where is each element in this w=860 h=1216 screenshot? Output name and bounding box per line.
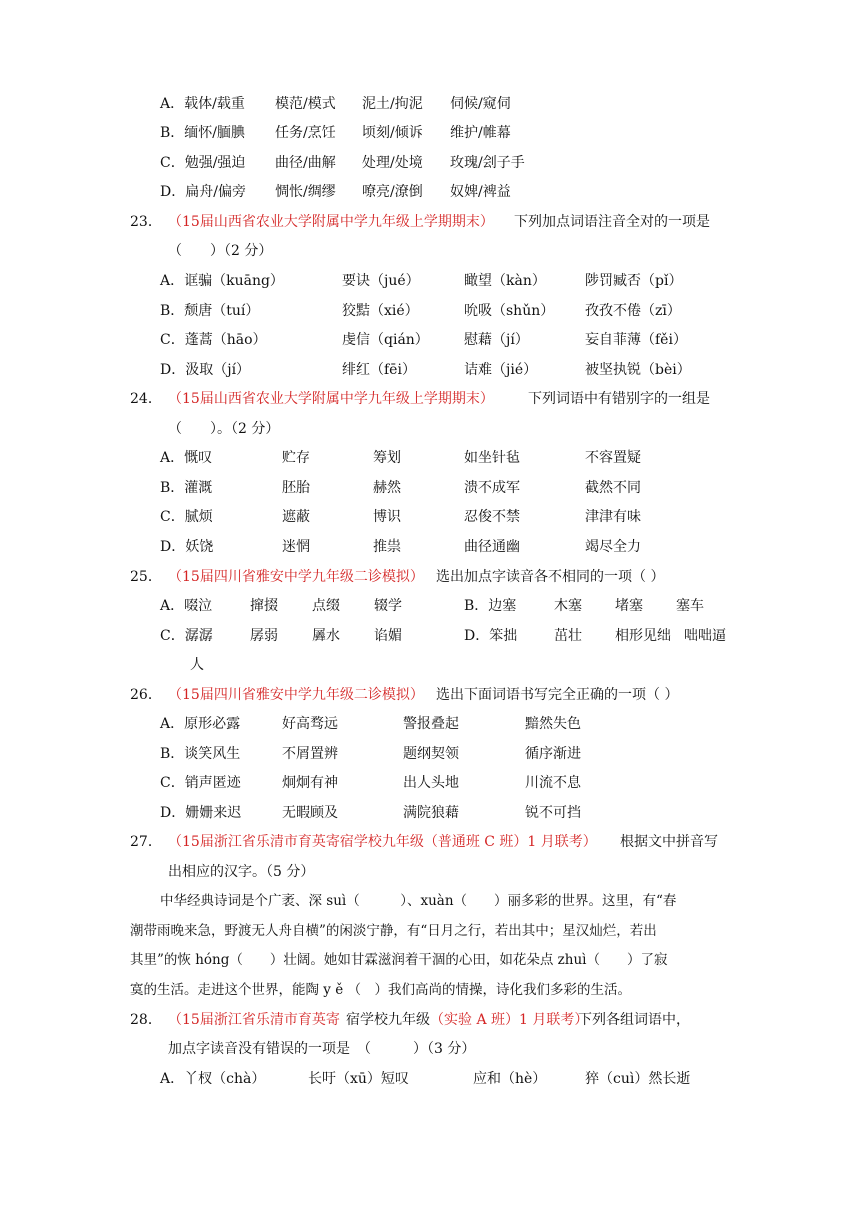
- text-line: 无暇顾及: [282, 805, 338, 821]
- text-line: 27．: [130, 834, 162, 850]
- text-line: 羼水: [312, 628, 340, 644]
- text-line: 孜孜不倦（zī）: [585, 303, 681, 319]
- text-line: A．慨叹: [160, 450, 213, 466]
- text-line: （15届浙江省乐清市育英寄: [168, 1012, 340, 1028]
- text-line: 不容置疑: [585, 450, 641, 466]
- text-line: 陟罚臧否（pǐ）: [585, 273, 683, 289]
- text-line: 维护/帷幕: [450, 125, 511, 141]
- text-line: 泥土/拘泥: [362, 96, 423, 112]
- text-line: 遮蔽: [282, 509, 310, 525]
- text-line: 24．: [130, 391, 162, 407]
- text-line: 竭尽全力: [585, 539, 641, 555]
- text-line: A．载体/载重: [160, 96, 245, 112]
- text-line: B．颓唐（tuí）: [160, 303, 260, 319]
- text-line: A．原形必露: [160, 716, 241, 732]
- text-line: 咄咄逼: [684, 628, 726, 644]
- text-line: （15届四川省雅安中学九年级二诊模拟）: [168, 687, 424, 703]
- text-line: 谄媚: [374, 628, 402, 644]
- text-line: 慰藉（jí）: [464, 332, 529, 348]
- text-line: 茁壮: [554, 628, 582, 644]
- text-line: 警报叠起: [403, 716, 459, 732]
- text-line: 绯红（fēi）: [342, 362, 416, 378]
- text-line: A．诓骗（kuāng）: [160, 273, 284, 289]
- text-line: 加点字读音没有错误的一项是 （ ）（3 分）: [168, 1041, 476, 1057]
- text-line: 截然不同: [585, 480, 641, 496]
- text-line: （15届山西省农业大学附属中学九年级上学期期末）: [168, 391, 494, 407]
- text-line: 选出下面词语书写完全正确的一项（ ）: [436, 687, 679, 703]
- text-line: 循序渐进: [525, 746, 581, 762]
- text-line: 题纲契领: [403, 746, 459, 762]
- text-line: 寞的生活。走进这个世界，能陶 y ě （ ）我们高尚的情操，诗化我们多彩的生活。: [130, 982, 631, 998]
- text-line: 撺掇: [250, 598, 278, 614]
- text-line: 应和（hè）: [473, 1071, 547, 1087]
- text-line: D．姗姗来迟: [160, 805, 242, 821]
- text-line: 黯然失色: [525, 716, 581, 732]
- text-line: 吮吸（shǔn）: [464, 303, 555, 319]
- text-line: C．腻烦: [160, 509, 213, 525]
- text-line: 川流不息: [525, 775, 581, 791]
- text-line: D．笨拙: [464, 628, 518, 644]
- text-line: 相形见绌: [615, 628, 671, 644]
- text-line: 猝（cuì）然长逝: [585, 1071, 691, 1087]
- text-line: 出人头地: [403, 775, 459, 791]
- text-line: 其里”的恢 hóng（ ）壮阔。她如甘霖滋润着干涸的心田，如花朵点 zhuì（ ）了寂: [130, 952, 668, 968]
- text-line: 下列加点词语注音全对的一项是: [514, 214, 710, 230]
- text-line: 出相应的汉字。（5 分）: [168, 864, 315, 880]
- text-line: 好高骛远: [282, 716, 338, 732]
- text-line: C．潺潺: [160, 628, 213, 644]
- text-line: 顷刻/倾诉: [362, 125, 423, 141]
- text-line: 伺候/窥伺: [450, 96, 511, 112]
- text-line: D．扁舟/偏旁: [160, 184, 246, 200]
- text-line: 木塞: [554, 598, 582, 614]
- text-line: 贮存: [282, 450, 310, 466]
- text-line: 曲径/曲解: [275, 155, 336, 171]
- text-line: 推祟: [373, 539, 401, 555]
- text-line: （15届山西省农业大学附属中学九年级上学期期末）: [168, 214, 494, 230]
- text-line: 曲径通幽: [464, 539, 520, 555]
- text-line: 中华经典诗词是个广袤、深 suì（ ）、xuàn（ ）丽多彩的世界。这里，有“春: [160, 893, 677, 909]
- text-line: 宿学校九年级: [346, 1012, 430, 1028]
- text-line: 塞车: [676, 598, 704, 614]
- text-line: 迷惘: [282, 539, 310, 555]
- text-line: 筹划: [373, 450, 401, 466]
- text-line: C．销声匿迹: [160, 775, 241, 791]
- text-line: B．边塞: [464, 598, 517, 614]
- text-line: 点缀: [312, 598, 340, 614]
- text-line: 如坐针毡: [464, 450, 520, 466]
- text-line: 虔信（qián）: [342, 332, 429, 348]
- text-line: （实验 A 班）1 月联考）: [430, 1012, 589, 1028]
- text-line: 赫然: [373, 480, 401, 496]
- text-line: 满院狼藉: [403, 805, 459, 821]
- text-line: D．妖饶: [160, 539, 214, 555]
- text-line: 孱弱: [250, 628, 278, 644]
- text-line: B．缅怀/腼腆: [160, 125, 246, 141]
- text-line: 忍俊不禁: [464, 509, 520, 525]
- text-line: 津津有味: [585, 509, 641, 525]
- text-line: 下列词语中有错别字的一组是: [528, 391, 710, 407]
- text-line: 奴婢/裨益: [450, 184, 511, 200]
- text-line: B．谈笑风生: [160, 746, 241, 762]
- text-line: 嘹亮/潦倒: [362, 184, 423, 200]
- text-line: 长吁（xū）短叹: [308, 1071, 409, 1087]
- text-line: 人: [190, 657, 204, 673]
- text-line: 模范/模式: [275, 96, 336, 112]
- text-line: （ ）（2 分）: [168, 243, 273, 259]
- text-line: 玫瑰/刽子手: [450, 155, 525, 171]
- text-line: 28．: [130, 1012, 162, 1028]
- text-line: （15届浙江省乐清市育英寄宿学校九年级（普通班 C 班）1 月联考）: [168, 834, 597, 850]
- text-line: 狡黠（xié）: [342, 303, 419, 319]
- text-line: 处理/处境: [362, 155, 423, 171]
- text-line: 根据文中拼音写: [620, 834, 718, 850]
- text-line: 堵塞: [615, 598, 643, 614]
- text-line: 不屑置辨: [282, 746, 338, 762]
- text-line: 要诀（jué）: [342, 273, 420, 289]
- text-line: 选出加点字读音各不相同的一项（ ）: [436, 569, 665, 585]
- text-line: 锐不可挡: [525, 805, 581, 821]
- text-line: 瞰望（kàn）: [464, 273, 546, 289]
- text-line: C．蓬蒿（hāo）: [160, 332, 267, 348]
- text-line: 23．: [130, 214, 162, 230]
- text-line: 25．: [130, 569, 162, 585]
- text-line: （15届四川省雅安中学九年级二诊模拟）: [168, 569, 424, 585]
- text-line: 诘难（jié）: [464, 362, 538, 378]
- text-line: D．汲取（jí）: [160, 362, 251, 378]
- text-line: A．啜泣: [160, 598, 213, 614]
- text-line: 惆怅/绸缪: [275, 184, 336, 200]
- text-line: 被坚执锐（bèi）: [585, 362, 691, 378]
- text-line: C．勉强/强迫: [160, 155, 246, 171]
- text-line: 辍学: [374, 598, 402, 614]
- text-line: （ ）。（2 分）: [168, 421, 280, 437]
- text-line: 胚胎: [282, 480, 310, 496]
- text-line: 博识: [373, 509, 401, 525]
- text-line: 炯炯有神: [282, 775, 338, 791]
- text-line: A．丫杈（chà）: [160, 1071, 266, 1087]
- text-line: 任务/烹饪: [275, 125, 336, 141]
- text-line: 潮带雨晚来急，野渡无人舟自横”的闲淡宁静，有“日月之行，若出其中；星汉灿烂，若出: [130, 923, 657, 939]
- text-line: 26．: [130, 687, 162, 703]
- text-line: 妄自菲薄（fěi）: [585, 332, 687, 348]
- text-line: 下列各组词语中，: [578, 1012, 690, 1028]
- text-line: B．灌溉: [160, 480, 213, 496]
- text-line: 溃不成军: [464, 480, 520, 496]
